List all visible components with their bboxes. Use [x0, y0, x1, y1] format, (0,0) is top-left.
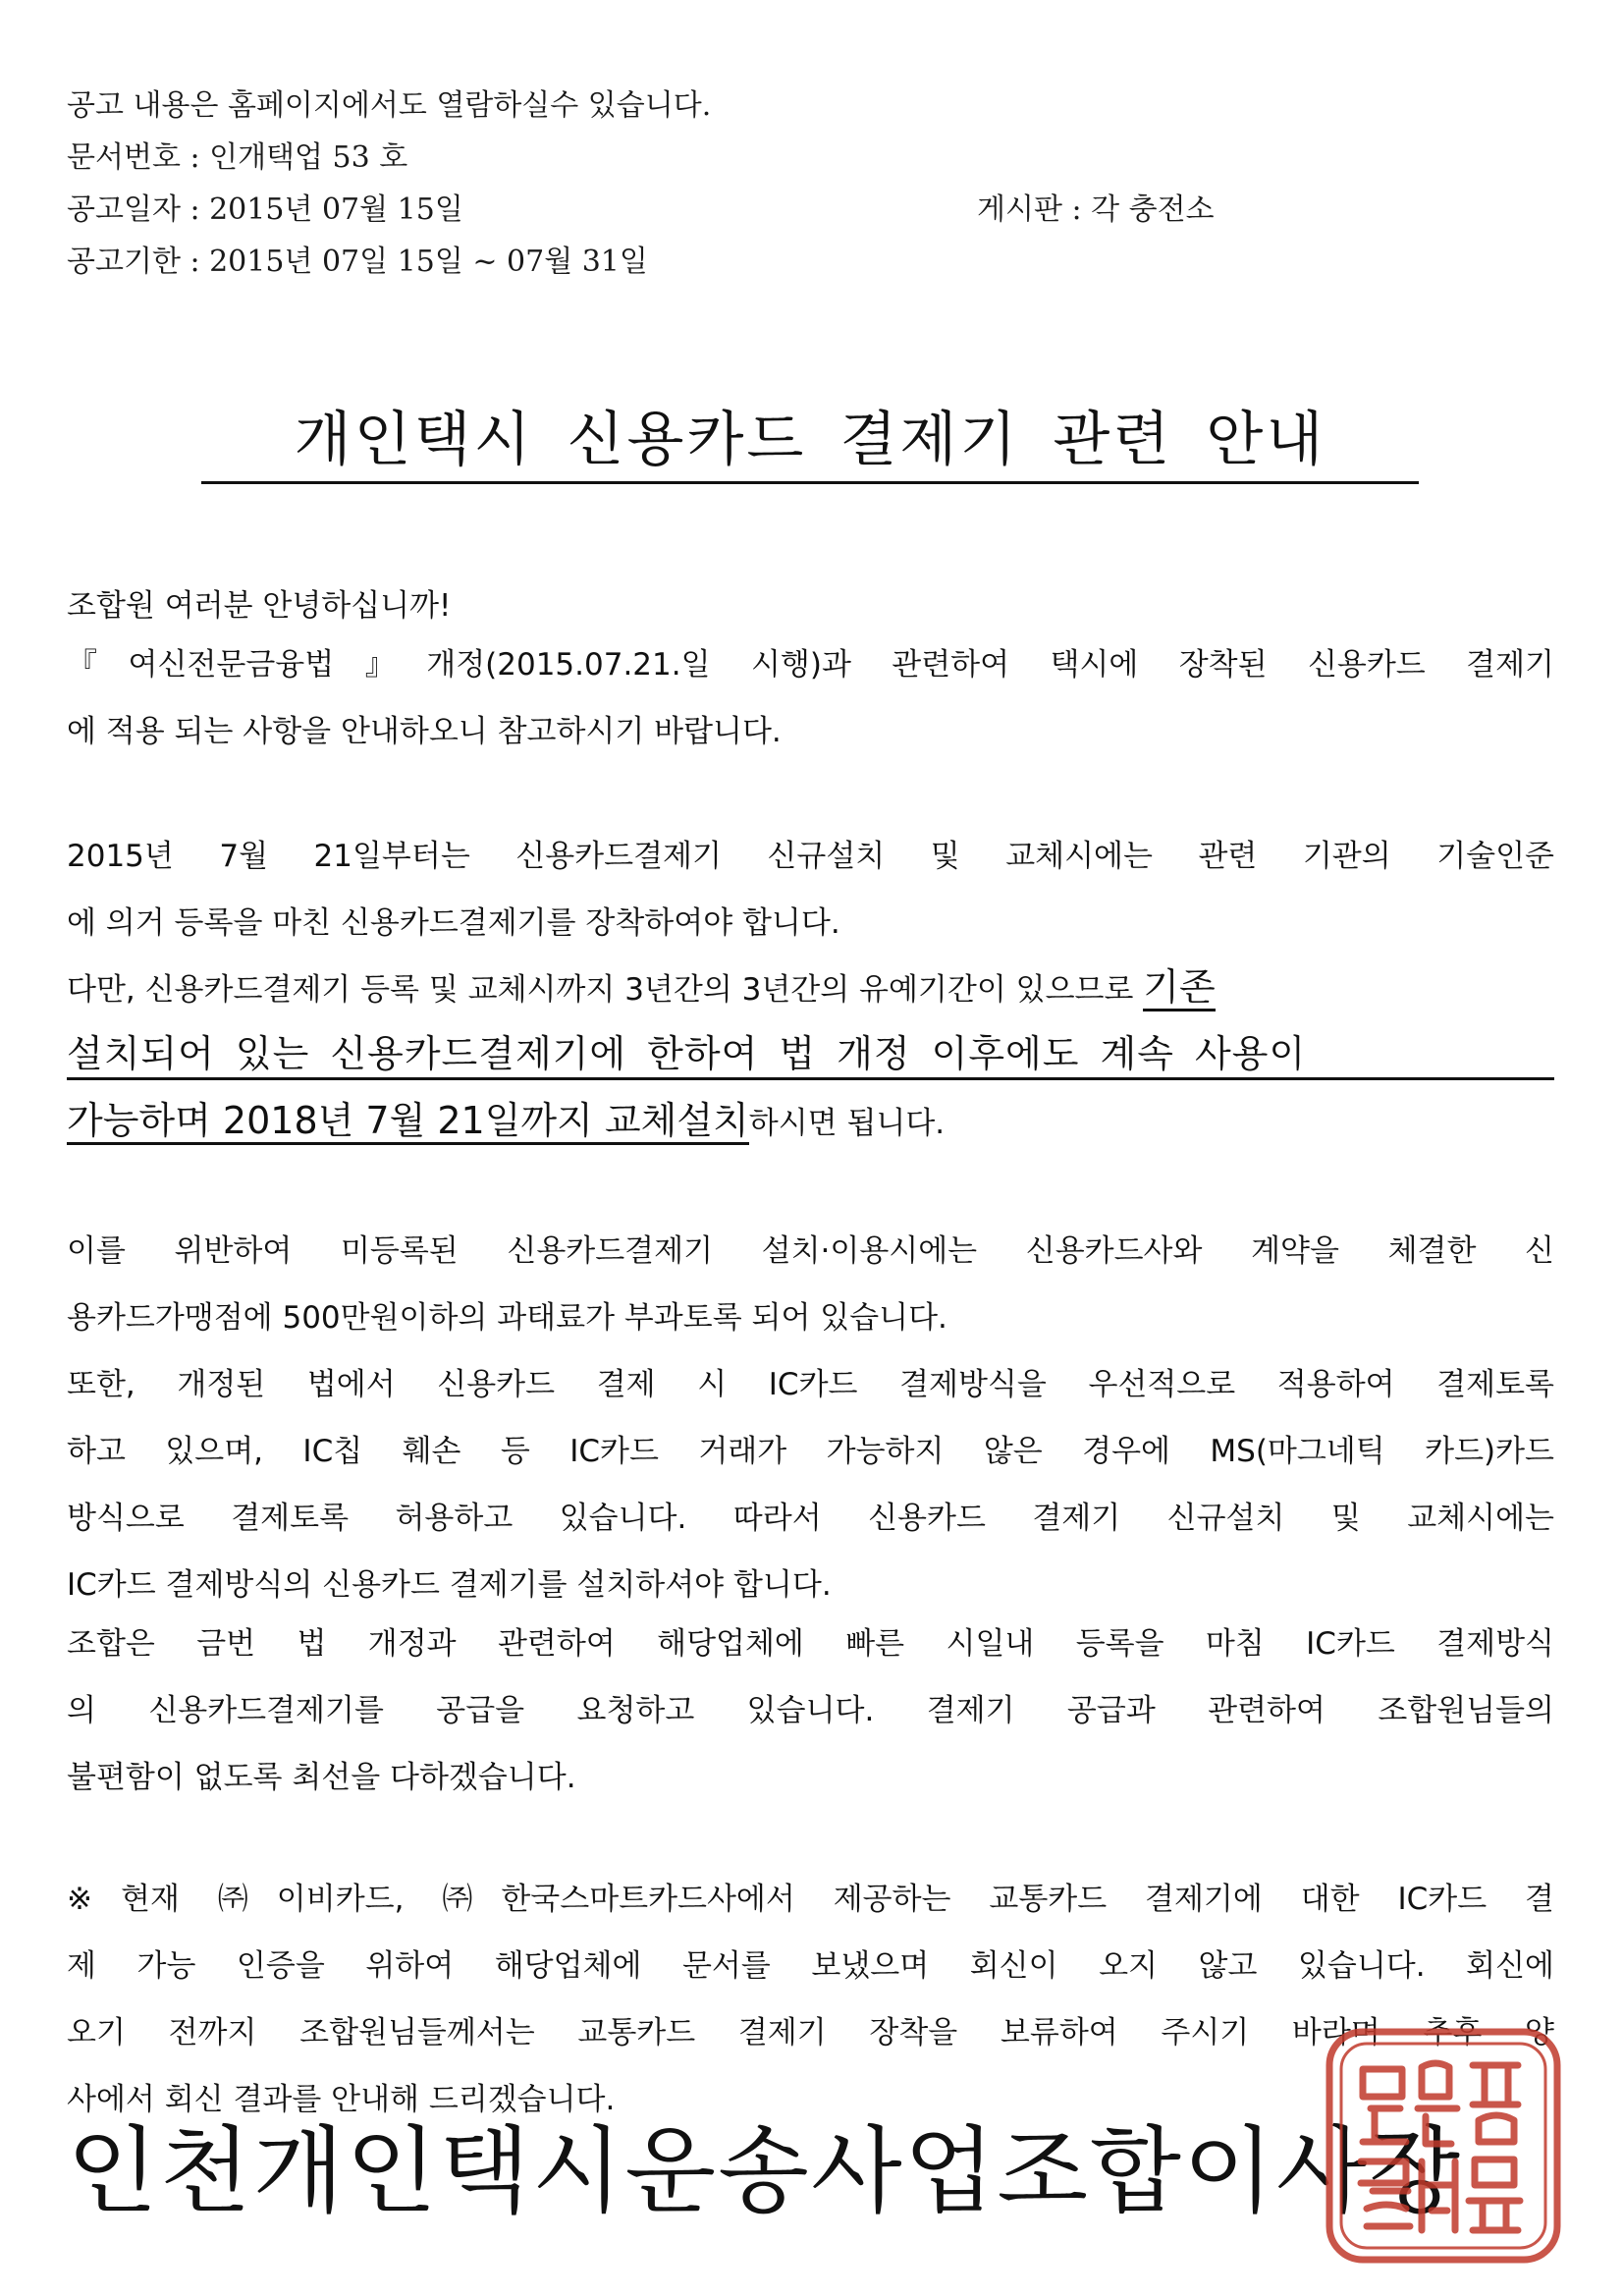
penalty-line-6: IC카드 결제방식의 신용카드 결제기를 설치하셔야 합니다.: [67, 1567, 832, 1603]
homepage-notice: 공고 내용은 홈페이지에서도 열람하실수 있습니다.: [67, 88, 712, 123]
emphasis-deadline: 가능하며 2018년 7월 21일까지 교체설치: [67, 1099, 749, 1145]
penalty-line-2: 용카드가맹점에 500만원이하의 과태료가 부과토록 되어 있습니다.: [67, 1300, 947, 1336]
regulation-line-5: [67, 1090, 1554, 1157]
regulation-paragraph: [67, 823, 1554, 1157]
greeting: 조합원 여러분 안녕하십니까!: [67, 588, 452, 624]
union-line-1: 조합은 금번 법 개정과 관련하여 해당업체에 빠른 시일내 등록을 마침 IC카드 결제방식: [67, 1626, 1554, 1662]
intro-line-2: 에 적용 되는 사항을 안내하오니 참고하시기 바랍니다.: [67, 714, 782, 749]
regulation-line-3: [67, 957, 1554, 1023]
note-line-4: 사에서 회신 결과를 안내해 드리겠습니다.: [67, 2082, 616, 2117]
deadline-tail: 하시면 됩니다.: [748, 1106, 946, 1141]
union-line-3: 불편함이 없도록 최선을 다하겠습니다.: [67, 1760, 576, 1795]
union-line-2: 의 신용카드결제기를 공급을 요청하고 있습니다. 결제기 공급과 관련하여 조합원님들의: [67, 1693, 1554, 1728]
penalty-line-3: 또한, 개정된 법에서 신용카드 결제 시 IC카드 결제방식을 우선적으로 적용하여 결제토록: [67, 1367, 1554, 1402]
greeting-paragraph: [67, 573, 1554, 639]
penalty-line-1: 이를 위반하여 미등록된 신용카드결제기 설치·이용시에는 신용카드사와 계약을 체결한 신: [67, 1233, 1554, 1269]
union-paragraph: [67, 1611, 1554, 1811]
note-line-1: ※현재 ㈜이비카드, ㈜한국스마트카드사에서 제공하는 교통카드 결제기에 대한 IC카드 결: [67, 1882, 1554, 1917]
regulation-line-2: 에 의거 등록을 마친 신용카드결제기를 장착하여야 합니다.: [67, 905, 840, 941]
grace-period-text: 다만, 신용카드결제기 등록 및 교체시까지 3년간의 3년간의 유예기간이 있으므로: [67, 972, 1144, 1008]
note-line-3: 오기 전까지 조합원님들께서는 교통카드 결제기 장착을 보류하여 주시기 바라며 추후 양: [67, 2015, 1554, 2050]
penalty-line-4: 하고 있으며, IC칩 훼손 등 IC카드 거래가 가능하지 않은 경우에 MS(마그네틱 카드)카드: [67, 1434, 1554, 1469]
document-number: 문서번호 : 인개택업 53 호: [67, 140, 408, 175]
page-title: 개인택시 신용카드 결제기 관련 안내: [201, 393, 1419, 484]
note-line-2: 제 가능 인증을 위하여 해당업체에 문서를 보냈으며 회신이 오지 않고 있습니다. 회신에: [67, 1948, 1554, 1984]
emphasis-installed: 설치되어 있는 신용카드결제기에 한하여 법 개정 이후에도 계속 사용이: [67, 1032, 1554, 1080]
penalty-paragraph: [67, 1218, 1554, 1618]
intro-paragraph: [67, 631, 1554, 765]
regulation-line-1: 2015년 7월 21일부터는 신용카드결제기 신규설치 및 교체시에는 관련 기관의 기술인준: [67, 839, 1554, 874]
notice-period: 공고기한 : 2015년 07일 15일 ~ 07월 31일: [67, 245, 648, 279]
signature-line: 인천개인택시운송사업조합이사장: [67, 2116, 1463, 2226]
bulletin-board: 게시판 : 각 충전소: [977, 192, 1215, 227]
official-seal-icon: [1316, 2018, 1571, 2273]
emphasis-existing: 기존: [1143, 965, 1215, 1011]
intro-line-1: 『여신전문금융법』개정(2015.07.21.일 시행)과 관련하여 택시에 장착된 신용카드 결제기: [67, 647, 1554, 683]
penalty-line-5: 방식으로 결제토록 허용하고 있습니다. 따라서 신용카드 결제기 신규설치 및 교체시에는: [67, 1501, 1554, 1536]
regulation-line-4: [67, 1023, 1554, 1090]
notice-date: 공고일자 : 2015년 07월 15일: [67, 192, 463, 227]
